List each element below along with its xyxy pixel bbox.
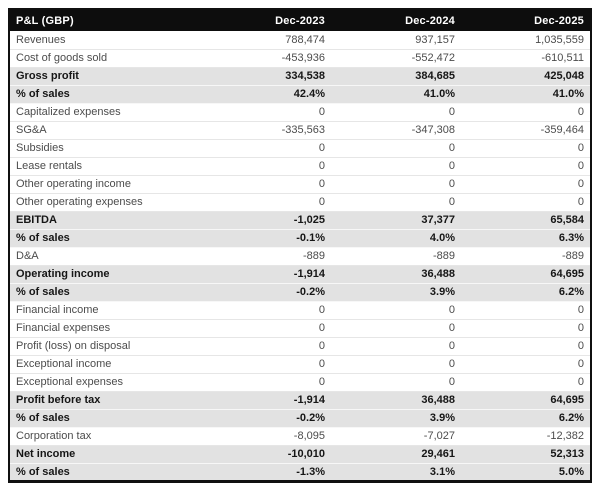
table-row <box>9 463 591 481</box>
cell-dec-2023: -1,025 <box>201 211 331 229</box>
pnl-table <box>8 8 592 483</box>
cell-dec-2025: -359,464 <box>461 121 591 139</box>
table-body <box>9 31 591 481</box>
cell-dec-2024: 0 <box>331 319 461 337</box>
column-header-dec-2023: Dec-2023 <box>201 9 331 31</box>
table-row <box>9 265 591 283</box>
row-label: Lease rentals <box>9 157 201 175</box>
cell-dec-2023: -1,914 <box>201 265 331 283</box>
cell-dec-2024: 0 <box>331 175 461 193</box>
cell-dec-2024: -552,472 <box>331 49 461 67</box>
table-title: P&L (GBP) <box>9 9 201 31</box>
cell-dec-2023: -0.2% <box>201 283 331 301</box>
cell-dec-2023: -8,095 <box>201 427 331 445</box>
cell-dec-2023: 0 <box>201 103 331 121</box>
table-row <box>9 373 591 391</box>
table-row <box>9 301 591 319</box>
cell-dec-2024: 0 <box>331 301 461 319</box>
cell-dec-2024: 0 <box>331 193 461 211</box>
cell-dec-2023: 0 <box>201 337 331 355</box>
cell-dec-2023: -1,914 <box>201 391 331 409</box>
cell-dec-2024: -889 <box>331 247 461 265</box>
cell-dec-2025: 0 <box>461 301 591 319</box>
cell-dec-2024: 3.9% <box>331 283 461 301</box>
row-label: Net income <box>9 445 201 463</box>
row-label: Corporation tax <box>9 427 201 445</box>
cell-dec-2023: -0.2% <box>201 409 331 427</box>
row-label: D&A <box>9 247 201 265</box>
row-label: % of sales <box>9 229 201 247</box>
table-row <box>9 139 591 157</box>
row-label: Other operating expenses <box>9 193 201 211</box>
row-label: Profit before tax <box>9 391 201 409</box>
table-row <box>9 103 591 121</box>
cell-dec-2025: 64,695 <box>461 265 591 283</box>
cell-dec-2025: 1,035,559 <box>461 31 591 49</box>
row-label: Profit (loss) on disposal <box>9 337 201 355</box>
table-row <box>9 319 591 337</box>
cell-dec-2023: 0 <box>201 319 331 337</box>
table-row <box>9 211 591 229</box>
cell-dec-2024: 37,377 <box>331 211 461 229</box>
cell-dec-2024: 0 <box>331 355 461 373</box>
cell-dec-2023: 334,538 <box>201 67 331 85</box>
table-row <box>9 229 591 247</box>
cell-dec-2023: 0 <box>201 193 331 211</box>
cell-dec-2024: 41.0% <box>331 85 461 103</box>
column-header-dec-2025: Dec-2025 <box>461 9 591 31</box>
cell-dec-2025: 6.3% <box>461 229 591 247</box>
cell-dec-2024: 36,488 <box>331 265 461 283</box>
cell-dec-2023: -889 <box>201 247 331 265</box>
cell-dec-2025: 41.0% <box>461 85 591 103</box>
cell-dec-2024: 0 <box>331 373 461 391</box>
row-label: Revenues <box>9 31 201 49</box>
table-row <box>9 67 591 85</box>
cell-dec-2025: 425,048 <box>461 67 591 85</box>
cell-dec-2025: 0 <box>461 193 591 211</box>
cell-dec-2023: 0 <box>201 373 331 391</box>
row-label: EBITDA <box>9 211 201 229</box>
table-row <box>9 121 591 139</box>
cell-dec-2024: 384,685 <box>331 67 461 85</box>
cell-dec-2023: 0 <box>201 355 331 373</box>
cell-dec-2025: -12,382 <box>461 427 591 445</box>
cell-dec-2025: -889 <box>461 247 591 265</box>
cell-dec-2025: 5.0% <box>461 463 591 481</box>
cell-dec-2023: -1.3% <box>201 463 331 481</box>
row-label: Exceptional income <box>9 355 201 373</box>
table-row <box>9 193 591 211</box>
row-label: % of sales <box>9 283 201 301</box>
cell-dec-2023: -453,936 <box>201 49 331 67</box>
row-label: Capitalized expenses <box>9 103 201 121</box>
cell-dec-2024: -347,308 <box>331 121 461 139</box>
table-row <box>9 391 591 409</box>
table-row <box>9 283 591 301</box>
table-header-row <box>9 9 591 31</box>
cell-dec-2023: 0 <box>201 139 331 157</box>
cell-dec-2025: 65,584 <box>461 211 591 229</box>
cell-dec-2025: 0 <box>461 139 591 157</box>
cell-dec-2025: 0 <box>461 319 591 337</box>
table-row <box>9 157 591 175</box>
row-label: Financial income <box>9 301 201 319</box>
row-label: Cost of goods sold <box>9 49 201 67</box>
cell-dec-2024: 3.1% <box>331 463 461 481</box>
cell-dec-2023: 0 <box>201 157 331 175</box>
cell-dec-2025: 6.2% <box>461 283 591 301</box>
cell-dec-2024: 0 <box>331 103 461 121</box>
row-label: % of sales <box>9 463 201 481</box>
cell-dec-2023: -335,563 <box>201 121 331 139</box>
table-row <box>9 175 591 193</box>
cell-dec-2025: 0 <box>461 355 591 373</box>
cell-dec-2025: 6.2% <box>461 409 591 427</box>
cell-dec-2024: 0 <box>331 139 461 157</box>
cell-dec-2024: 0 <box>331 337 461 355</box>
table-row <box>9 247 591 265</box>
cell-dec-2023: 42.4% <box>201 85 331 103</box>
table-row <box>9 427 591 445</box>
cell-dec-2025: 0 <box>461 337 591 355</box>
table-row <box>9 445 591 463</box>
cell-dec-2024: 0 <box>331 157 461 175</box>
cell-dec-2024: 36,488 <box>331 391 461 409</box>
cell-dec-2025: 0 <box>461 175 591 193</box>
row-label: SG&A <box>9 121 201 139</box>
cell-dec-2023: 0 <box>201 175 331 193</box>
cell-dec-2023: -10,010 <box>201 445 331 463</box>
row-label: Subsidies <box>9 139 201 157</box>
table-row <box>9 409 591 427</box>
row-label: % of sales <box>9 85 201 103</box>
table-row <box>9 355 591 373</box>
row-label: Financial expenses <box>9 319 201 337</box>
row-label: Operating income <box>9 265 201 283</box>
row-label: % of sales <box>9 409 201 427</box>
table-header <box>9 9 591 31</box>
cell-dec-2024: -7,027 <box>331 427 461 445</box>
cell-dec-2023: 0 <box>201 301 331 319</box>
cell-dec-2024: 29,461 <box>331 445 461 463</box>
cell-dec-2025: 64,695 <box>461 391 591 409</box>
cell-dec-2025: 52,313 <box>461 445 591 463</box>
cell-dec-2025: 0 <box>461 103 591 121</box>
cell-dec-2025: -610,511 <box>461 49 591 67</box>
cell-dec-2025: 0 <box>461 373 591 391</box>
row-label: Exceptional expenses <box>9 373 201 391</box>
cell-dec-2023: 788,474 <box>201 31 331 49</box>
cell-dec-2024: 4.0% <box>331 229 461 247</box>
table-row <box>9 31 591 49</box>
column-header-dec-2024: Dec-2024 <box>331 9 461 31</box>
table-row <box>9 85 591 103</box>
table-row <box>9 337 591 355</box>
cell-dec-2023: -0.1% <box>201 229 331 247</box>
cell-dec-2024: 937,157 <box>331 31 461 49</box>
cell-dec-2025: 0 <box>461 157 591 175</box>
table-row <box>9 49 591 67</box>
row-label: Other operating income <box>9 175 201 193</box>
row-label: Gross profit <box>9 67 201 85</box>
cell-dec-2024: 3.9% <box>331 409 461 427</box>
